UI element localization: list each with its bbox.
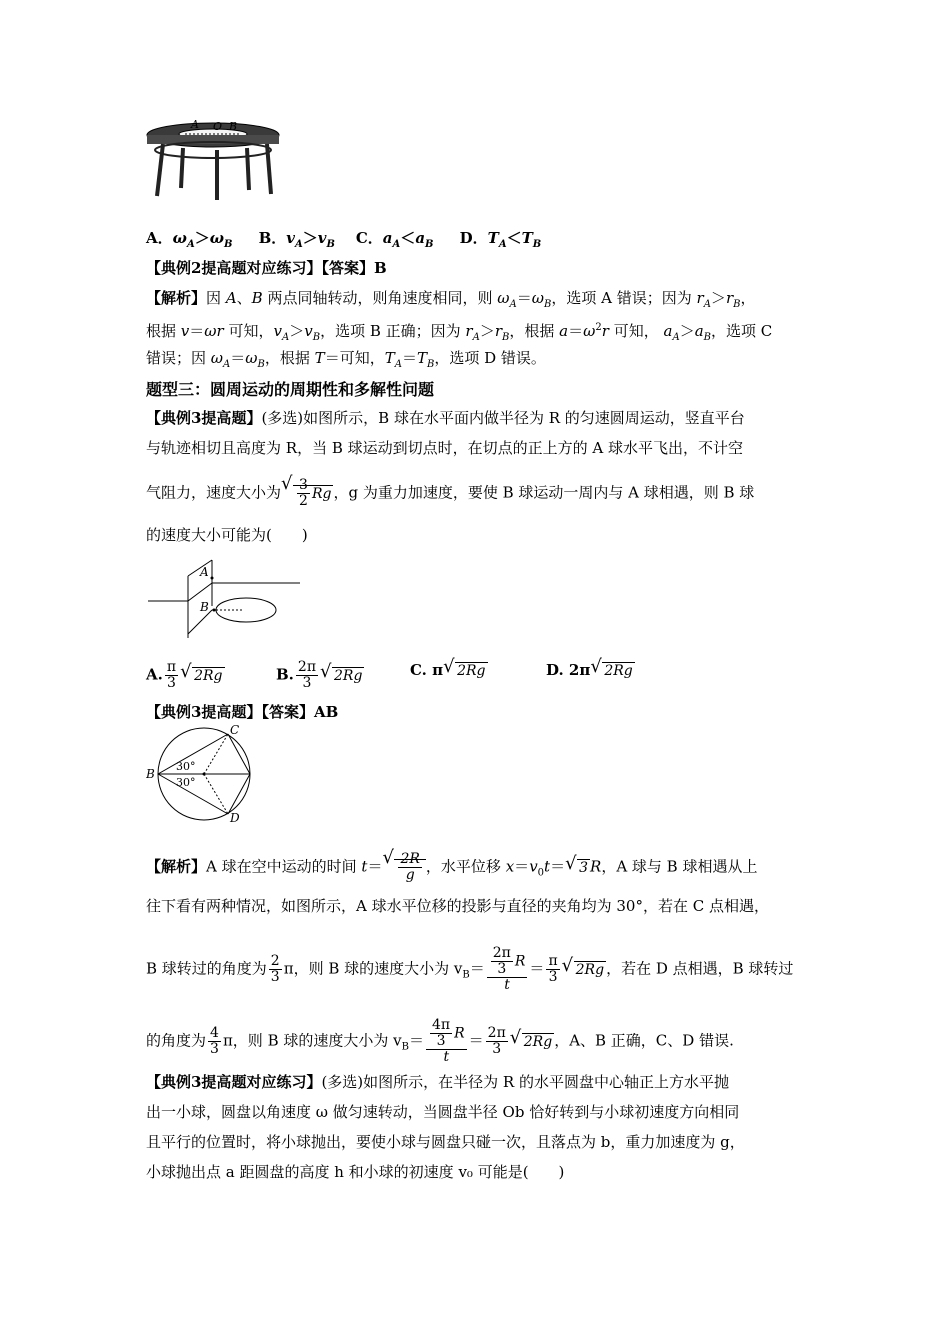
example3-option-b: B. $\frac{2\pi}{3}$ √ 2Rg xyxy=(276,660,364,691)
round-table-figure xyxy=(143,118,283,200)
table-label-o: O xyxy=(213,120,223,133)
platform-figure xyxy=(148,556,304,638)
example3-line1: 【典例3提高题】(多选)如图所示，B 球在水平面内做半径为 R 的匀速圆周运动，竖直平台 xyxy=(146,409,745,427)
example3-line3: 气阻力，速度大小为 √ $\frac{3}{2}$ Rg ，g 为重力加速度，要使 B 球运动一周内与 A 球相遇，则 B 球 xyxy=(146,478,754,509)
table-label-a: A xyxy=(191,118,199,131)
example2-analysis-line1: 【解析】因 A、B 两点同轴转动，则角速度相同，则 $\omega_A=\omega_B$，选项 A 错误；因为 $r_A>r_B$， xyxy=(146,289,756,310)
platform-label-a: A xyxy=(200,565,209,579)
circle-angle-upper: 30° xyxy=(176,760,196,773)
platform-label-b: B xyxy=(200,600,209,614)
practice3-line1: 【典例3提高题对应练习】(多选)如图所示，在半径为 R 的水平圆盘中心轴正上方水平抛 xyxy=(146,1073,729,1091)
example3-option-a: A. $\frac{\pi}{3}$ √ 2Rg xyxy=(146,660,225,691)
table-label-b: B xyxy=(229,120,238,133)
circle-label-d: D xyxy=(230,811,240,824)
circle-label-b: B xyxy=(146,767,155,781)
example2-answer-heading: 【典例2提高题对应练习】【答案】B xyxy=(146,259,387,277)
practice3-line2: 出一小球，圆盘以角速度 ω 做匀速转动，当圆盘半径 Ob 恰好转到与小球初速度方向相同 xyxy=(146,1103,740,1121)
section3-title: 题型三：圆周运动的周期性和多解性问题 xyxy=(146,380,435,399)
practice3-line3: 且平行的位置时，将小球抛出，要使小球与圆盘只碰一次，且落点为 b，重力加速度为 g， xyxy=(146,1133,745,1151)
circle-angle-lower: 30° xyxy=(176,776,196,789)
circle-top-view-figure xyxy=(146,724,256,824)
example3-line4: 的速度大小可能为( ) xyxy=(146,526,308,544)
example3-option-d: D. 2π√ 2Rg xyxy=(546,660,635,681)
example3-answer-heading: 【典例3提高题】【答案】AB xyxy=(146,703,339,721)
table-options: A．$\omega_A>\omega_B$ B．$v_A>v_B$ C．$a_A<a_B$ D．$T_A<T_B$ xyxy=(146,229,542,250)
practice3-line4: 小球抛出点 a 距圆盘的高度 h 和小球的初速度 v₀ 可能是( ) xyxy=(146,1163,565,1181)
example3-line2: 与轨迹相切且高度为 R，当 B 球运动到切点时，在切点的正上方的 A 球水平飞出，不计空 xyxy=(146,439,743,457)
example2-analysis-line3: 错误；因 $\omega_A=\omega_B$，根据 T＝可知，$T_A=T_B$，选项 D 错误。 xyxy=(146,349,546,370)
example3-analysis-line1: 【解析】A 球在空中运动的时间 t＝ √ $\frac{2R}{g}$ ，水平位移 $x=v_0t=√$ 3 R，A 球与 B 球相遇从上 xyxy=(146,852,757,884)
example2-analysis-line2: 根据 v＝ωr 可知，$v_A>v_B$，选项 B 正确；因为 $r_A>r_B$，根据 $a=\omega^2r$ 可知， $a_A>a_B$，选项 C xyxy=(146,322,773,343)
example3-analysis-line3: B 球转过的角度为 $\frac{2}{3}$ π，则 B 球的速度大小为 $v_B=$ $\frac{2\pi}{3}$ R t ＝ $\frac{\pi}{3}$ √ 2Rg ，若在 D 点相遇，B 球转过 xyxy=(146,946,793,993)
example3-option-c: C. π√ 2Rg xyxy=(410,660,488,681)
circle-label-c: C xyxy=(230,724,240,737)
example3-analysis-line2: 往下看有两种情况，如图所示，A 球水平位移的投影与直径的夹角均为 30°，若在 C 点相遇， xyxy=(146,897,769,915)
example3-analysis-line4: 的角度为 $\frac{4}{3}$ π，则 B 球的速度大小为 $v_B=$ $\frac{4\pi}{3}$ R t ＝ $\frac{2\pi}{3}$ √ 2Rg ，A、B 正确，C、D 错误. xyxy=(146,1018,734,1065)
